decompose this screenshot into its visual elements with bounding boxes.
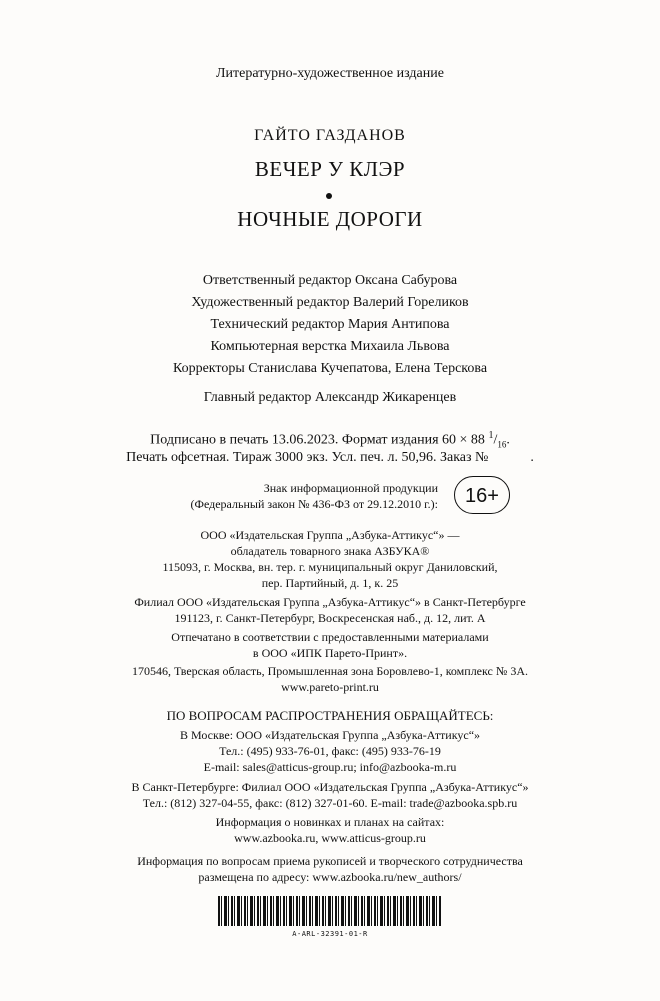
info-sign-law: (Федеральный закон № 436-ФЗ от 29.12.2010 г.): bbox=[190, 497, 438, 511]
printer-line: в ООО «ИПК Парето-Принт». bbox=[252, 646, 408, 660]
publisher-line: обладатель товарного знака АЗБУКА® bbox=[230, 544, 430, 558]
publisher-line: ООО «Издательская Группа „Азбука-Аттикус“» — bbox=[200, 528, 460, 542]
barcode bbox=[218, 896, 442, 926]
editor-line: Художественный редактор Валерий Гореликов bbox=[191, 295, 469, 310]
branch-line: 191123, г. Санкт-Петербург, Воскресенская наб., д. 12, лит. А bbox=[174, 611, 486, 625]
moscow-line: E-mail: sales@atticus-group.ru; info@azbooka-m.ru bbox=[203, 760, 457, 774]
edition-type: Литературно-художественное издание bbox=[216, 66, 444, 81]
book-title-2: НОЧНЫЕ ДОРОГИ bbox=[237, 207, 423, 231]
distribution-heading: ПО ВОПРОСАМ РАСПРОСТРАНЕНИЯ ОБРАЩАЙТЕСЬ: bbox=[166, 708, 494, 723]
news-line: www.azbooka.ru, www.atticus-group.ru bbox=[234, 831, 426, 845]
publisher-line: 115093, г. Москва, вн. тер. г. муниципальный округ Даниловский, bbox=[162, 560, 498, 574]
spb-line: В Санкт-Петербурге: Филиал ООО «Издательская Группа „Азбука-Аттикус“» bbox=[131, 780, 529, 794]
editor-line: Ответственный редактор Оксана Сабурова bbox=[202, 273, 458, 288]
chief-editor: Главный редактор Александр Жикаренцев bbox=[203, 390, 457, 405]
authors-line: Информация по вопросам приема рукописей и творческого сотрудничества bbox=[137, 854, 523, 868]
branch-line: Филиал ООО «Издательская Группа „Азбука-Аттикус“» в Санкт-Петербурге bbox=[134, 595, 526, 609]
moscow-line: В Москве: ООО «Издательская Группа „Азбука-Аттикус“» bbox=[179, 728, 481, 742]
info-sign-label: Знак информационной продукции bbox=[263, 481, 438, 495]
printer-line: www.pareto-print.ru bbox=[281, 680, 379, 694]
book-title-1: ВЕЧЕР У КЛЭР bbox=[254, 157, 406, 181]
separator-dot bbox=[326, 193, 332, 199]
editor-line: Корректоры Станислава Кучепатова, Елена Терскова bbox=[172, 361, 488, 376]
print-info-line-1: Подписано в печать 13.06.2023. Формат издания 60 × 88 $^1/_{16}$. bbox=[150, 430, 510, 450]
news-line: Информация о новинках и планах на сайтах: bbox=[215, 815, 445, 829]
authors-line: размещена по адресу: www.azbooka.ru/new_authors/ bbox=[198, 870, 462, 884]
spb-line: Тел.: (812) 327-04-55, факс: (812) 327-01-60. E-mail: trade@azbooka.spb.ru bbox=[142, 796, 518, 810]
publisher-line: пер. Партийный, д. 1, к. 25 bbox=[261, 576, 399, 590]
author-name: ГАЙТО ГАЗДАНОВ bbox=[254, 127, 406, 144]
printer-line: 170546, Тверская область, Промышленная зона Боровлево-1, комплекс № 3А. bbox=[132, 664, 528, 678]
editor-line: Технический редактор Мария Антипова bbox=[210, 317, 450, 332]
age-rating-badge: 16+ bbox=[454, 476, 510, 514]
barcode-code: A-ARL-32391-01-R bbox=[292, 930, 368, 938]
moscow-line: Тел.: (495) 933-76-01, факс: (495) 933-76-19 bbox=[219, 744, 441, 758]
editor-line: Компьютерная верстка Михаила Львова bbox=[210, 339, 450, 354]
printer-line: Отпечатано в соответствии с предоставленными материалами bbox=[171, 630, 489, 644]
print-info-line-2: Печать офсетная. Тираж 3000 экз. Усл. печ. л. 50,96. Заказ № . bbox=[126, 450, 534, 465]
